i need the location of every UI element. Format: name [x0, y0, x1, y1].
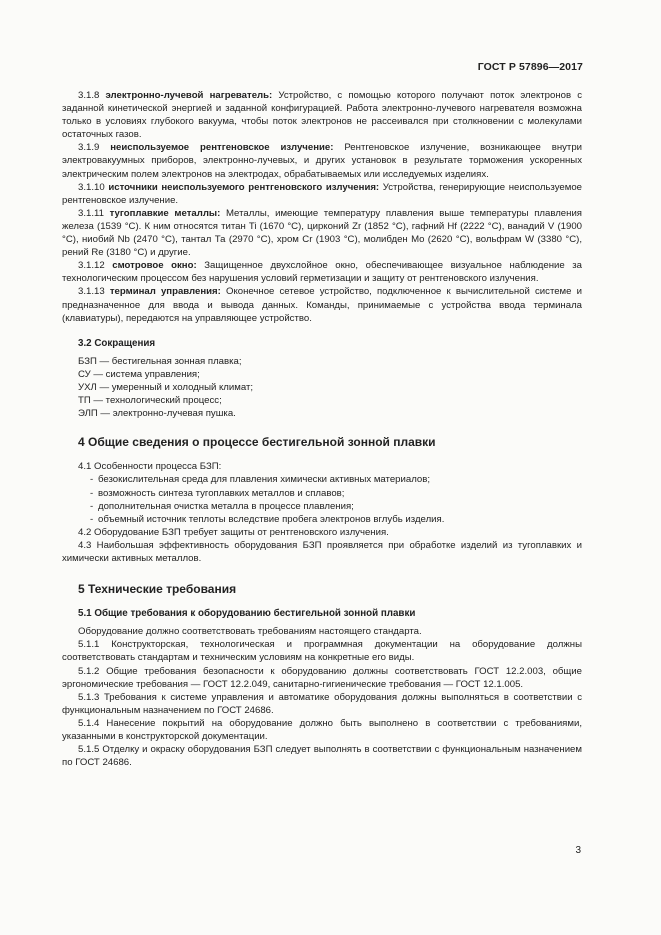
bullet-item [62, 500, 582, 513]
definition-term: неиспользуемое рентгеновское излучение: [110, 142, 334, 154]
page-content [62, 89, 582, 769]
paragraph-5-1-3: 5.1.3 Требования к системе управления и автоматике оборудования должны выполняться в соответствии с функциональным назначением по ГОСТ 24686. [62, 691, 582, 716]
paragraph-4-3: 4.3 Наибольшая эффективность оборудования БЗП проявляется при обработке изделий из тугоплавких и химически активных металлов. [62, 539, 582, 564]
dash-marker: - [90, 513, 94, 525]
abbreviation-item: ТП — технологический процесс; [78, 395, 222, 407]
definition-3-1-9 [62, 141, 582, 180]
bullet-text: возможность синтеза тугоплавких металлов и сплавов; [98, 487, 345, 499]
bullet-item [62, 487, 582, 500]
paragraph-5-1: Оборудование должно соответствовать требованиям настоящего стандарта. [78, 626, 422, 638]
bullet-text: дополнительная очистка металла в процессе плавления; [98, 500, 354, 512]
bullet-text: безокислительная среда для плавления химически активных материалов; [98, 474, 430, 486]
section-5-heading: 5 Технические требования [78, 582, 237, 597]
definition-number: 3.1.9 [78, 142, 100, 154]
definition-number: 3.1.13 [78, 286, 105, 298]
definition-3-1-13 [62, 285, 582, 324]
definition-number: 3.1.10 [78, 181, 105, 193]
dash-marker: - [90, 474, 94, 486]
definition-text: Металлы, имеющие температуру плавления выше температуры плавления железа (1539 °С). К ним относятся титан Ti (1670 °С), цирконий Zr (1852 °С), гафний Hf (2222 °С), ванадий V (1900 °С), ниобий Nb (2470 °С), тантал Та (2970 °С), хром Cr (1903 °С), молибден Mo (2620 °С), вольфрам W (3380 °С), рений Re (3180 °С) и другие. [62, 207, 582, 259]
abbreviation-item: УХЛ — умеренный и холодный климат; [78, 381, 254, 393]
abbreviations-heading: 3.2 Сокращения [78, 337, 156, 349]
paragraph-4-2: 4.2 Оборудование БЗП требует защиты от рентгеновского излучения. [78, 526, 389, 538]
section-4-heading: 4 Общие сведения о процессе бестигельной зонной плавки [78, 435, 436, 450]
dash-marker: - [90, 487, 94, 499]
definition-text: Рентгеновское излучение, возникающее внутри электровакуумных приборов, электронно-лучевых, и других установок в результате торможения ускоренных электрическим полем электронов на электродах, обрабатываемых или исследуемых изделиях. [62, 142, 583, 180]
definition-term: электронно-лучевой нагреватель: [105, 90, 273, 101]
definition-text: Устройство, с помощью которого получают поток электронов с заданной кинетической энергией и заданной конфигурацией. Работа электронно-лучевого нагревателя возможна только в условиях глубокого вакуума, чтобы поток электронов не рассеивался при столкновении с молекулами остаточных газов. [62, 90, 583, 141]
bullet-text: объемный источник теплоты вследствие пробега электронов вглубь изделия. [98, 513, 445, 525]
paragraph-5-1-4: 5.1.4 Нанесение покрытий на оборудование должно быть выполнено в соответствии с требованиями, указанными в конструкторской документации. [62, 717, 582, 743]
paragraph-5-1-5: 5.1.5 Отделку и окраску оборудования БЗП следует выполнять в соответствии с функциональным назначением по ГОСТ 24686. [62, 744, 582, 769]
definition-number: 3.1.11 [78, 207, 104, 219]
definition-3-1-10 [62, 181, 582, 207]
dash-marker: - [90, 500, 94, 512]
abbreviation-item: БЗП — бестигельная зонная плавка; [78, 355, 242, 367]
definition-term: тугоплавкие металлы: [109, 207, 221, 219]
abbreviation-item: СУ — система управления; [78, 368, 200, 380]
definition-term: источники неиспользуемого рентгеновского излучения: [108, 181, 380, 193]
definition-term: смотровое окно: [112, 260, 197, 272]
abbreviation-item: ЭЛП — электронно-лучевая пушка. [78, 408, 236, 420]
definition-number: 3.1.8 [78, 90, 100, 101]
definition-text: Оконечное сетевое устройство, подключенное к вычислительной системе и предназначенное для ввода и вывода данных. Команды, принимаемые с устройства ввода терминала (клавиатуры), передаются на управляющее устройство. [62, 286, 582, 324]
definition-3-1-12 [62, 259, 582, 285]
definition-text: Защищенное двухслойное окно, обеспечивающее визуальное наблюдение за технологическим процессом без нарушения условий герметизации и защиту от рентгеновского излучения. [62, 260, 582, 285]
paragraph-4-1: 4.1 Особенности процесса БЗП: [78, 461, 222, 473]
bullet-item [62, 513, 582, 526]
definition-term: терминал управления: [109, 286, 221, 298]
definition-3-1-8 [62, 89, 582, 141]
definition-number: 3.1.12 [78, 260, 105, 272]
bullet-item [62, 473, 582, 486]
standard-header: ГОСТ Р 57896—2017 [477, 61, 583, 73]
definition-3-1-11 [62, 207, 582, 259]
definition-text: Устройства, генерирующие неиспользуемое рентгеновское излучение. [62, 181, 582, 206]
paragraph-5-1-2: 5.1.2 Общие требования безопасности к оборудованию должны соответствовать ГОСТ 12.2.003, общие эргономические требования — ГОСТ 12.2.049, санитарно-гигиенические требования — ГОСТ 12.1.005. [62, 665, 582, 690]
paragraph-5-1-1: 5.1.1 Конструкторская, технологическая и программная документации на оборудование должны соответствовать стандартам и техническим условиям на конкретные его виды. [62, 639, 582, 664]
page-number: 3 [575, 845, 581, 856]
subsection-5-1-heading: 5.1 Общие требования к оборудованию бестигельной зонной плавки [78, 608, 416, 620]
